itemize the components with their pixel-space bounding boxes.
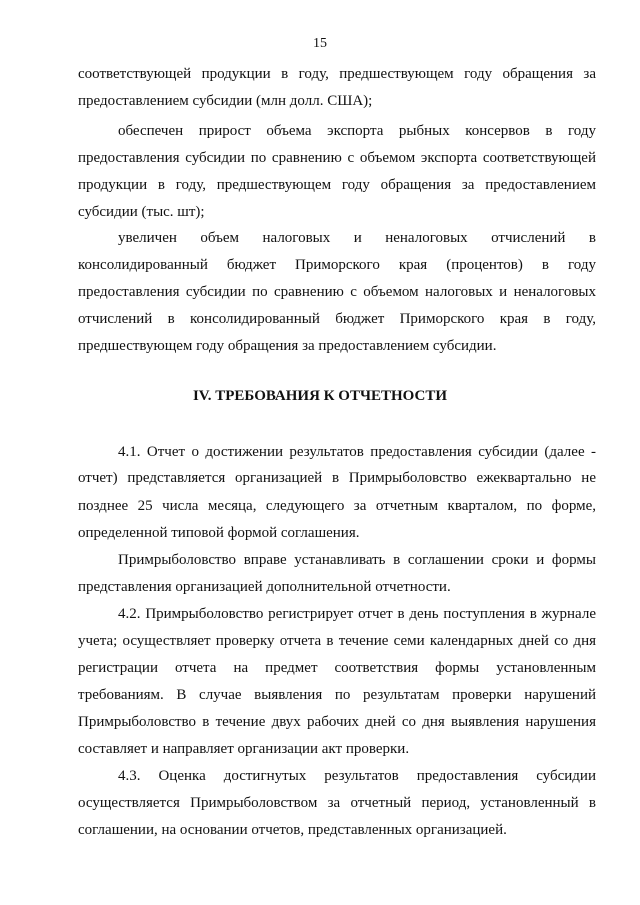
text-line: 4.3. Оценка достигнутых результатов предоставления субсидии	[118, 768, 596, 784]
text-line: соответствующей продукции в году, предшествующем году обращения за	[78, 66, 596, 82]
text-line: осуществляется Примрыболовством за отчетный период, установленный в	[78, 795, 596, 811]
text-line: обеспечен прирост объема экспорта рыбных консервов в году	[118, 123, 596, 139]
text-line: отчислений в консолидированный бюджет Приморского края в году,	[78, 311, 596, 327]
text-line: представления организацией дополнительной отчетности.	[78, 579, 451, 595]
text-line: Примрыболовство в течение двух рабочих дней со дня выявления нарушения	[78, 714, 596, 730]
text-line: составляет и направляет организации акт проверки.	[78, 741, 410, 757]
text-line: определенной типовой формой соглашения.	[78, 525, 360, 541]
text-line: продукции в году, предшествующем году обращения за предоставлением	[78, 177, 596, 193]
text-line: требованиям. В случае выявления по результатам проверки нарушений	[78, 687, 596, 703]
text-line: соглашении, на основании отчетов, представленных организацией.	[78, 822, 507, 838]
text-line: предшествующем году обращения за предоставлением субсидии.	[78, 338, 497, 354]
text-line: отчет) представляется организацией в Примрыболовство ежеквартально не	[78, 470, 596, 486]
text-line: учета; осуществляет проверку отчета в течение семи календарных дней со дня	[78, 633, 596, 649]
section-heading: IV. ТРЕБОВАНИЯ К ОТЧЕТНОСТИ	[192, 388, 448, 404]
text-line: предоставления субсидии по сравнению с объемом экспорта соответствующей	[78, 150, 596, 166]
text-line: 4.1. Отчет о достижении результатов предоставления субсидии (далее -	[118, 444, 596, 460]
text-line: увеличен объем налоговых и неналоговых отчислений в	[118, 230, 596, 246]
text-line: позднее 25 числа месяца, следующего за отчетным кварталом, по форме,	[78, 498, 596, 514]
text-line: регистрации отчета на предмет соответствия формы установленным	[78, 660, 596, 676]
page-number: 15	[313, 36, 327, 51]
text-line: консолидированный бюджет Приморского края (процентов) в году	[78, 257, 596, 273]
text-line: предоставления субсидии по сравнению с объемом налоговых и неналоговых	[78, 284, 596, 300]
text-line: 4.2. Примрыболовство регистрирует отчет в день поступления в журнале	[118, 606, 596, 622]
text-line: предоставлением субсидии (млн долл. США);	[78, 93, 373, 109]
text-line: субсидии (тыс. шт);	[78, 204, 205, 220]
text-line: Примрыболовство вправе устанавливать в соглашении сроки и формы	[118, 552, 596, 568]
